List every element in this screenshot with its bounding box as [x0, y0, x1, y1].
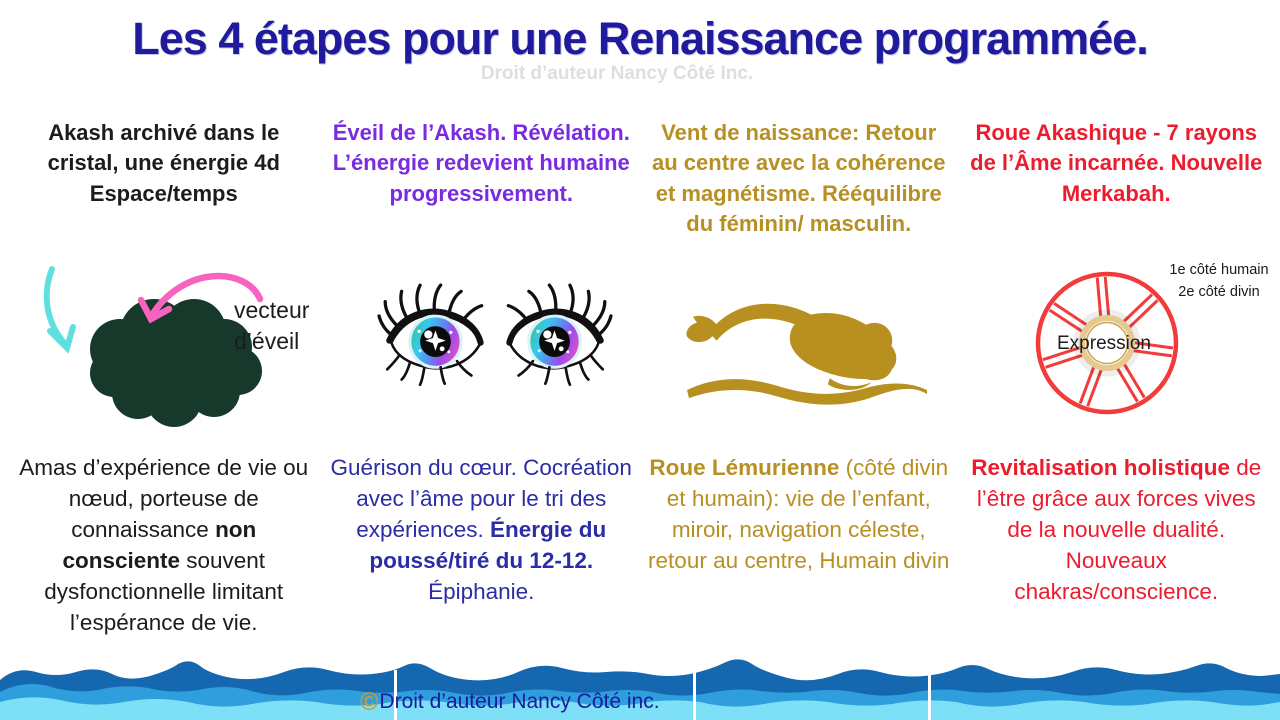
title-watermark: Droit d’auteur Nancy Côté Inc. — [480, 63, 754, 84]
swimmer-cell — [658, 253, 956, 449]
copyright-icon: © — [360, 688, 379, 716]
eyes-cell — [346, 253, 644, 449]
icons-row — [0, 253, 1280, 449]
column-headers-row — [0, 118, 1280, 239]
wheel-label-divine: 2e côté divin — [1178, 284, 1260, 301]
column-4-header: Roue Akashique - 7 rayons de l’Âme incarnée. Nouvelle Merkabah. — [970, 120, 1263, 206]
footer-copyright — [360, 688, 660, 717]
body-texts-row — [0, 452, 1280, 638]
right-eye — [508, 285, 611, 385]
column-1-header: Akash archivé dans le cristal, une énergie 4d Espace/temps — [47, 120, 280, 206]
wheel-side-labels — [1146, 259, 1280, 304]
page-title: Les 4 étapes pour une Renaissance programmée. — [132, 13, 1148, 64]
awakened-eyes-icon — [377, 281, 613, 394]
wheel-cell — [970, 253, 1268, 449]
vecteur-annotation: vecteur d’éveil — [234, 297, 310, 355]
column-2-header: Éveil de l’Akash. Révélation. L’énergie redevient humaine progressivement. — [332, 120, 630, 206]
footer-credit-text: Droit d’auteur Nancy Côté inc. — [379, 690, 660, 713]
column-1-body: Amas d’expérience de vie ou nœud, porteuse de connaissance non consciente souvent dysfonctionnelle limitant l’espérance de vie. — [19, 455, 309, 636]
column-2-body: Guérison du cœur. Cocréation avec l’âme pour le tri des expériences. Énergie du poussé/tiré du 12-12. Épiphanie. — [330, 455, 632, 605]
column-3-header: Vent de naissance: Retour au centre avec la cohérence et magnétisme. Rééquilibre du féminin/ masculin. — [652, 120, 946, 237]
column-4-body: Revitalisation holistique de l’être grâce aux forces vives de la nouvelle dualité. Nouveaux chakras/conscience. — [971, 455, 1262, 605]
cyan-arrow-icon — [47, 269, 73, 348]
cloud-knot-cell — [12, 253, 332, 449]
wheel-label-human: 1e côté humain — [1169, 262, 1269, 278]
swimmer-icon — [683, 289, 931, 408]
left-eye — [379, 285, 482, 385]
column-3-body: Roue Lémurienne (côté divin et humain): vie de l’enfant, miroir, navigation céleste, retour au centre, Humain divin — [648, 455, 950, 574]
wheel-center-label: Expression — [1057, 333, 1151, 354]
